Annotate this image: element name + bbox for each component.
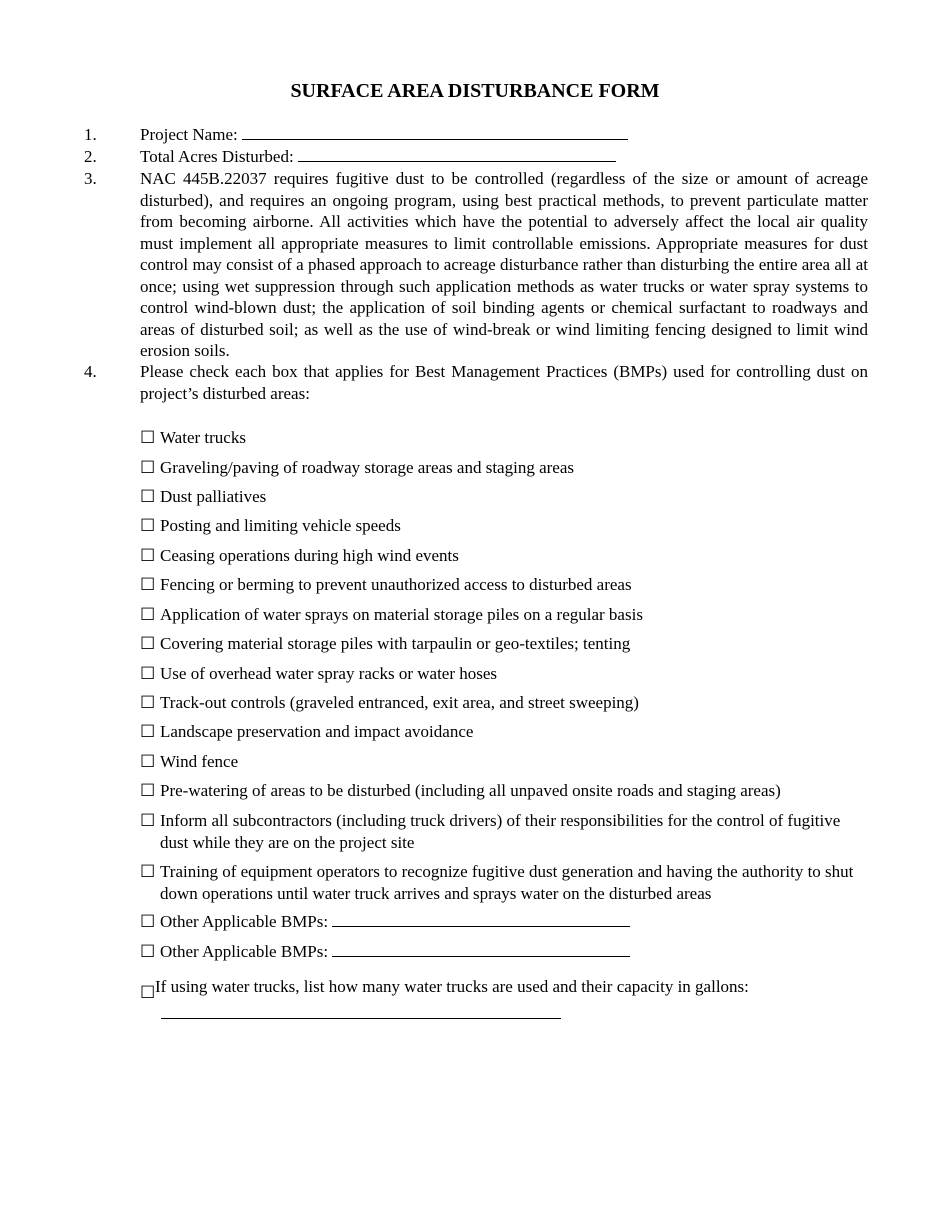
bmp-option <box>140 810 868 854</box>
bmp-option <box>140 486 868 508</box>
bmp-label: Fencing or berming to prevent unauthorized access to disturbed areas <box>160 575 632 594</box>
bmp-option <box>140 604 868 626</box>
bmp-instruction <box>84 361 868 404</box>
checkbox[interactable]: ☐ <box>140 634 156 653</box>
bmp-instruction-text: Please check each box that applies for Best Management Practices (BMPs) used for controlling dust on project’s disturbed areas: <box>140 362 868 403</box>
bmp-option-other <box>140 941 868 963</box>
checkbox[interactable]: ☐ <box>140 781 156 800</box>
checkbox[interactable]: ☐ <box>140 546 156 565</box>
item-number: 4. <box>84 362 97 381</box>
bmp-label: Other Applicable BMPs: <box>160 942 329 961</box>
total-acres-field[interactable] <box>298 146 616 162</box>
bmp-label: Inform all subcontractors (including truck drivers) of their responsibilities for the control of fugitive dust while they are on the project site <box>160 811 841 852</box>
checkbox[interactable]: ☐ <box>140 912 156 931</box>
bmp-label: Training of equipment operators to recognize fugitive dust generation and having the authority to shut down operations until water truck arrives and sprays water on the disturbed areas <box>160 862 854 903</box>
checkbox[interactable]: ☐ <box>140 605 156 624</box>
total-acres-label: Total Acres Disturbed: <box>140 147 294 166</box>
project-name-field[interactable] <box>242 124 628 140</box>
checkbox[interactable]: ☐ <box>140 458 156 477</box>
bmp-label: Dust palliatives <box>160 487 267 506</box>
total-acres-row <box>84 146 868 168</box>
bmp-label: Water trucks <box>160 428 246 447</box>
bmp-label: Graveling/paving of roadway storage areas and staging areas <box>160 458 574 477</box>
water-trucks-answer-field[interactable] <box>161 1018 561 1019</box>
bmp-label: Wind fence <box>160 752 239 771</box>
bmp-option <box>140 780 868 802</box>
form-title: SURFACE AREA DISTURBANCE FORM <box>290 80 660 102</box>
other-bmp-field[interactable] <box>332 911 630 927</box>
water-trucks-question: If using water trucks, list how many water trucks are used and their capacity in gallons: <box>155 977 749 996</box>
checkbox[interactable]: ☐ <box>140 664 156 683</box>
bmp-option <box>140 633 868 655</box>
bmp-option <box>140 692 868 714</box>
bmp-option <box>140 721 868 743</box>
bmp-label: Posting and limiting vehicle speeds <box>160 516 401 535</box>
bmp-option <box>140 427 868 449</box>
bmp-option <box>140 861 868 905</box>
bmp-option <box>140 545 868 567</box>
bmp-label: Application of water sprays on material storage piles on a regular basis <box>160 605 643 624</box>
nac-requirement-text: NAC 445B.22037 requires fugitive dust to be controlled (regardless of the size or amount of acreage disturbed), and requires an ongoing program, using best practical methods, to prevent particulate matter from becoming airborne. All activities which have the potential to adversely affect the local air quality must implement all appropriate measures to limit controllable emissions. Appropriate measures for dust control may consist of a phased approach to acreage disturbance rather than disturbing the entire area all at once; using wet suppression through such application methods as water trucks or water spray systems to control wind-blown dust; the application of soil binding agents or chemical surfactant to roadways and areas of disturbed soil; as well as the use of wind-break or wind limiting fencing designed to limit wind erosion soils. <box>140 169 868 360</box>
bmp-label: Covering material storage piles with tarpaulin or geo-textiles; tenting <box>160 634 631 653</box>
bmp-option <box>140 751 868 773</box>
checkbox[interactable]: ☐ <box>140 487 156 506</box>
checkbox[interactable]: ☐ <box>140 722 156 741</box>
item-number: 3. <box>84 169 97 188</box>
checkbox[interactable]: ☐ <box>140 811 156 830</box>
project-name-label: Project Name: <box>140 125 238 144</box>
dust-control-paragraph <box>84 168 868 362</box>
checkbox[interactable]: ☐ <box>140 516 156 535</box>
project-name-row <box>84 124 868 146</box>
water-trucks-checkbox[interactable]: ☐ <box>140 983 156 1002</box>
checkbox[interactable]: ☐ <box>140 942 156 961</box>
bmp-option <box>140 457 868 479</box>
checkbox[interactable]: ☐ <box>140 575 156 594</box>
checkbox[interactable]: ☐ <box>140 752 156 771</box>
bmp-label: Landscape preservation and impact avoidance <box>160 722 474 741</box>
bmp-label: Pre-watering of areas to be disturbed (including all unpaved onsite roads and staging areas) <box>160 781 781 800</box>
item-number: 2. <box>84 147 97 166</box>
bmp-option-other <box>140 911 868 933</box>
bmp-label: Use of overhead water spray racks or water hoses <box>160 664 498 683</box>
item-number: 1. <box>84 125 97 144</box>
other-bmp-field[interactable] <box>332 941 630 957</box>
checkbox[interactable]: ☐ <box>140 428 156 447</box>
bmp-label: Other Applicable BMPs: <box>160 912 329 931</box>
bmp-label: Track-out controls (graveled entranced, exit area, and street sweeping) <box>160 693 639 712</box>
bmp-label: Ceasing operations during high wind events <box>160 546 459 565</box>
bmp-option <box>140 663 868 685</box>
bmp-option <box>140 574 868 596</box>
checkbox[interactable]: ☐ <box>140 693 156 712</box>
bmp-option <box>140 515 868 537</box>
checkbox[interactable]: ☐ <box>140 862 156 881</box>
